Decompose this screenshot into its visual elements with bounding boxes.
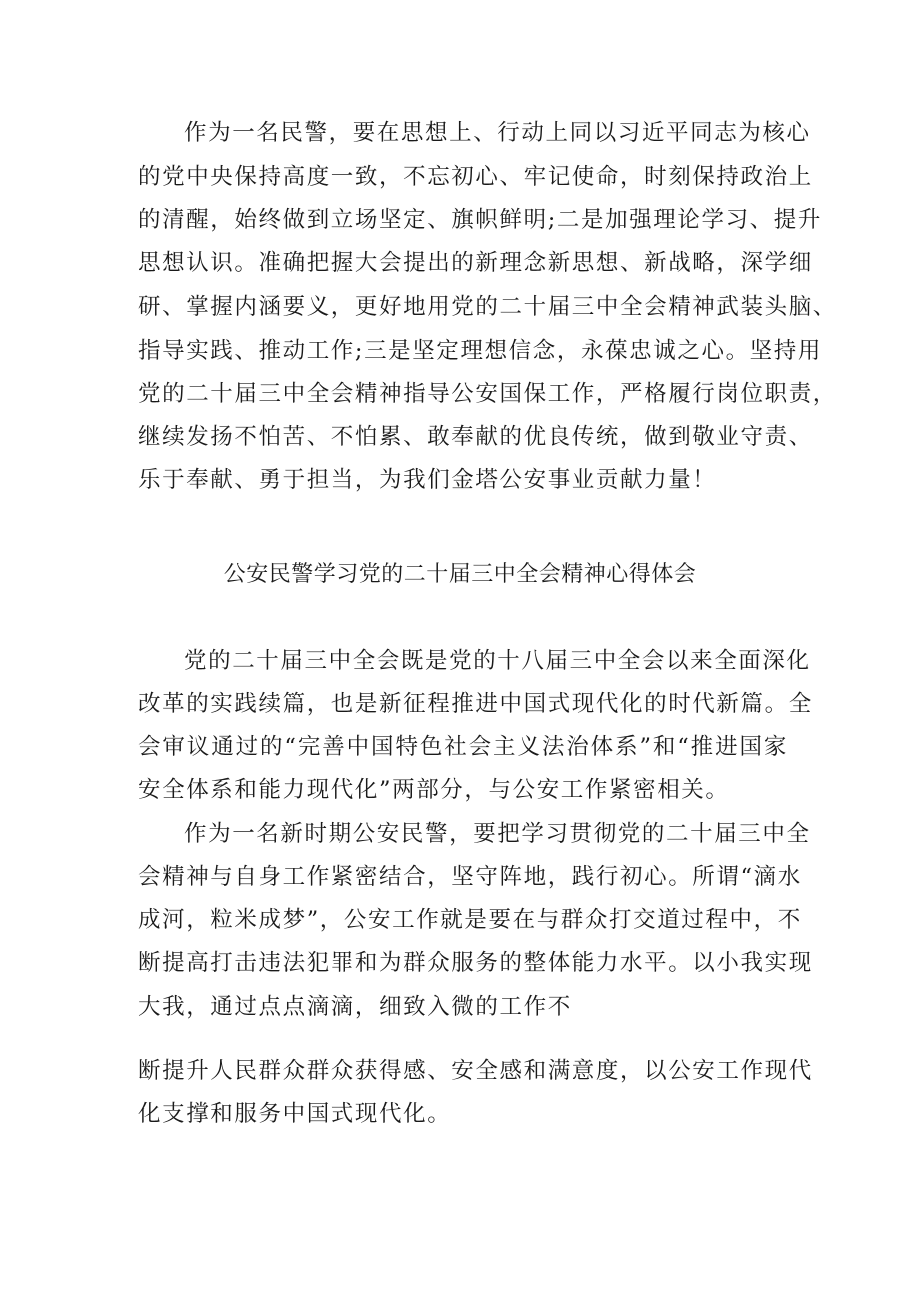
text-line: 作为一名民警，要在思想上、行动上同以习近平同志为核心 xyxy=(184,120,811,146)
text-line: 继续发扬不怕苦、不怕累、敢奉献的优良传统，做到敬业守责、 xyxy=(138,424,813,450)
text-line: 安全体系和能力现代化”两部分，与公安工作紧密相关。 xyxy=(138,777,730,803)
text-line: 研、掌握内涵要义，更好地用党的二十届三中全会精神武装头脑、 xyxy=(138,294,837,320)
text-line: 指导实践、推动工作;三是坚定理想信念，永葆忠诚之心。坚持用 xyxy=(138,338,822,364)
text-line: 成河，粒米成梦”，公安工作就是要在与群众打交道过程中，不 xyxy=(138,907,802,933)
text-line: 思想认识。准确把握大会提出的新理念新思想、新战略，深学细 xyxy=(138,250,813,276)
text-line: 党的二十届三中全会精神指导公安国保工作，严格履行岗位职责， xyxy=(138,381,837,407)
text-line: 断提升人民群众群众获得感、安全感和满意度，以公安工作现代 xyxy=(138,1058,813,1084)
text-line: 断提高打击违法犯罪和为群众服务的整体能力水平。以小我实现 xyxy=(138,950,813,976)
text-line: 党的二十届三中全会既是党的十八届三中全会以来全面深化 xyxy=(184,648,811,674)
text-line: 作为一名新时期公安民警，要把学习贯彻党的二十届三中全 xyxy=(184,821,811,847)
article-title: 公安民警学习党的二十届三中全会精神心得体会 xyxy=(223,562,697,587)
text-line: 会审议通过的“完善中国特色社会主义法治体系”和“推进国家 xyxy=(138,734,788,760)
text-line: 的党中央保持高度一致，不忘初心、牢记使命，时刻保持政治上 xyxy=(138,164,813,190)
text-line: 化支撑和服务中国式现代化。 xyxy=(138,1101,452,1127)
text-line: 会精神与自身工作紧密结合，坚守阵地，践行初心。所谓“滴水 xyxy=(138,864,802,890)
text-line: 改革的实践续篇，也是新征程推进中国式现代化的时代新篇。全 xyxy=(138,691,813,717)
text-line: 乐于奉献、勇于担当，为我们金塔公安事业贡献力量！ xyxy=(138,467,717,493)
text-line: 的清醒，始终做到立场坚定、旗帜鲜明;二是加强理论学习、提升 xyxy=(138,207,822,233)
text-line: 大我，通过点点滴滴，细致入微的工作不 xyxy=(138,994,572,1020)
